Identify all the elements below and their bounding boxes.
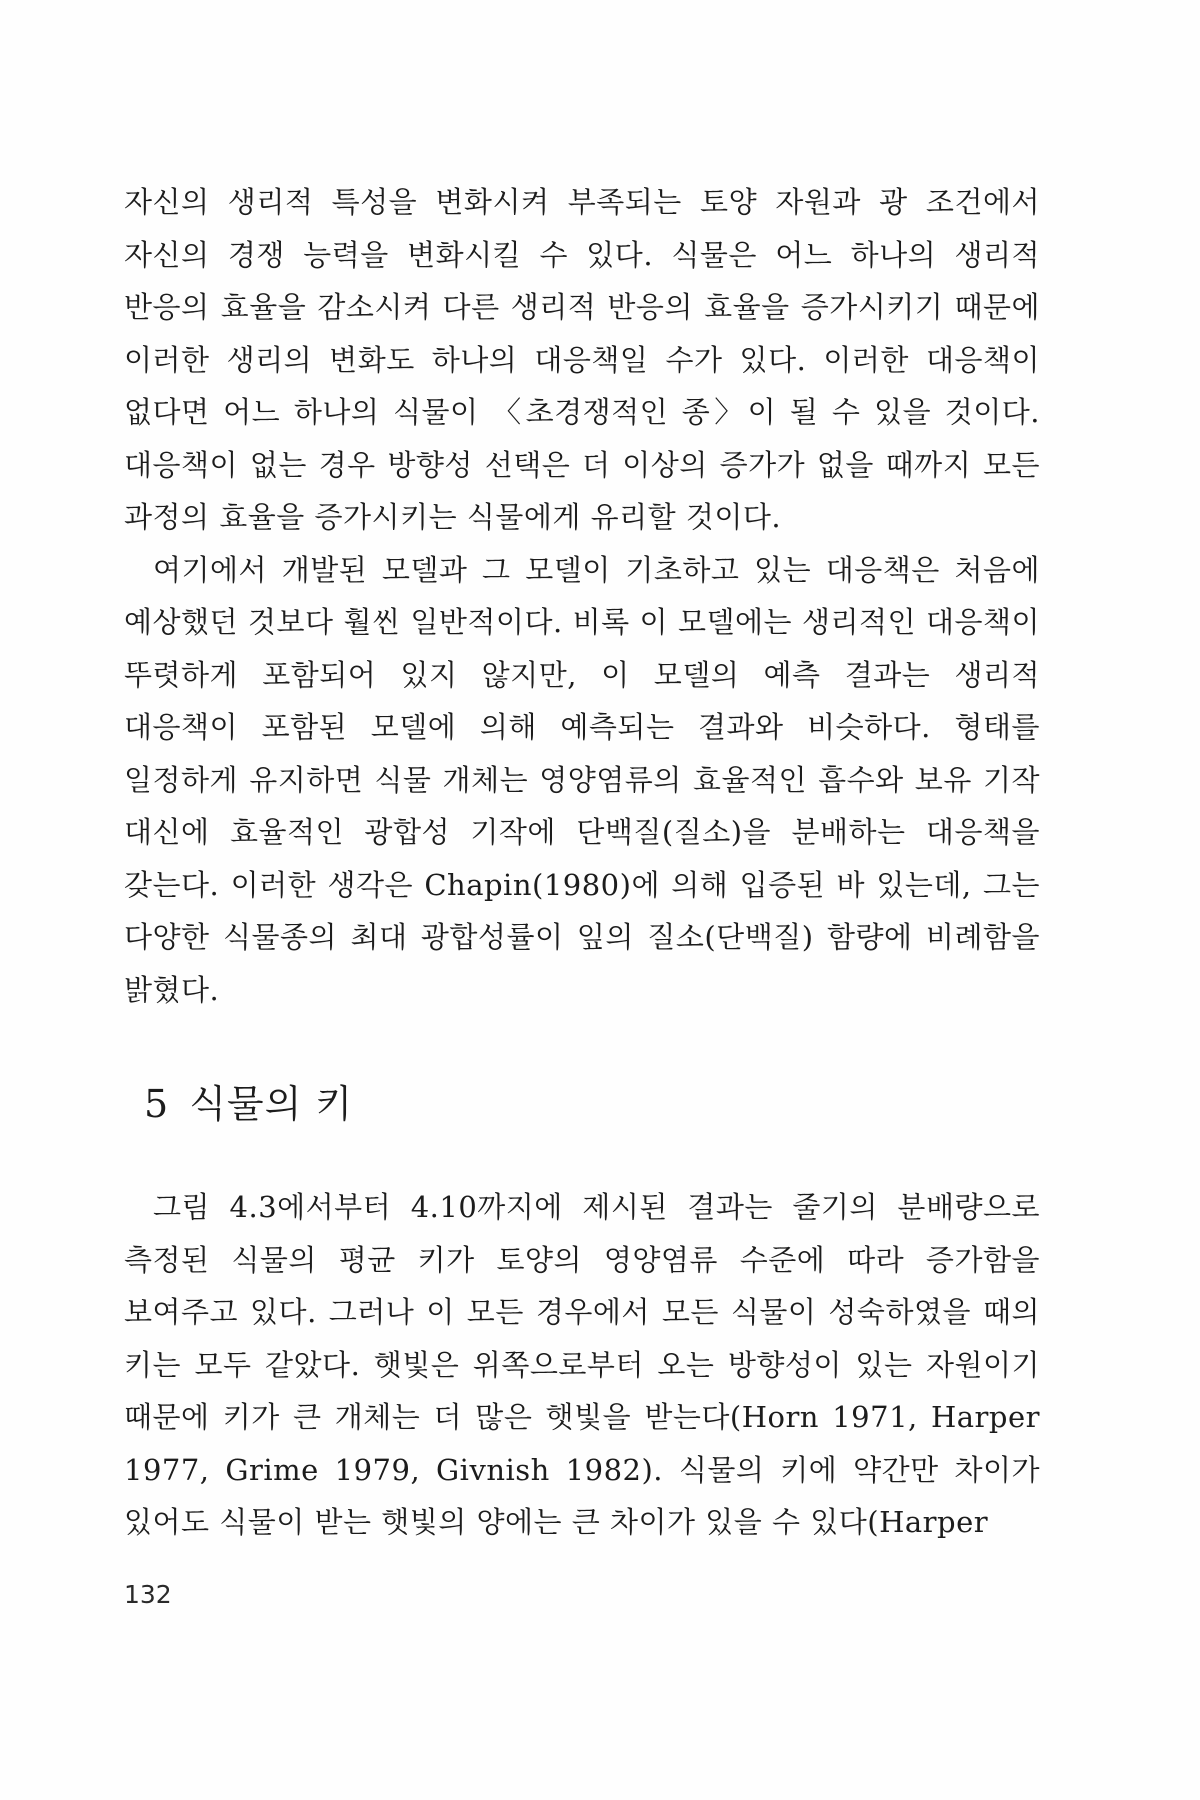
page-number: 132	[124, 1580, 172, 1609]
paragraph-model-tradeoffs: 여기에서 개발된 모델과 그 모델이 기초하고 있는 대응책은 처음에 예상했던 것보다 훨씬 일반적이다. 비록 이 모델에는 생리적인 대응책이 뚜렷하게 포함되어 있지 않지만, 이 모델의 예측 결과는 생리적 대응책이 포함된 모델에 의해 예측되는 결과와 비슷하다. 형태를 일정하게 유지하면 식물 개체는 영양염류의 효율적인 흡수와 보유 기작 대신에 효율적인 광합성 기작에 단백질(질소)을 분배하는 대응책을 갖는다. 이러한 생각은 Chapin(1980)에 의해 입증된 바 있는데, 그는 다양한 식물종의 최대 광합성률이 잎의 질소(단백질) 함량에 비례함을 밝혔다.	[124, 552, 1040, 1007]
paragraph-continued: 자신의 생리적 특성을 변화시켜 부족되는 토양 자원과 광 조건에서 자신의 경쟁 능력을 변화시킬 수 있다. 식물은 어느 하나의 생리적 반응의 효율을 감소시켜 다른 생리적 반응의 효율을 증가시키기 때문에 이러한 생리의 변화도 하나의 대응책일 수가 있다. 이러한 대응책이 없다면 어느 하나의 식물이 〈초경쟁적인 종〉이 될 수 있을 것이다. 대응책이 없는 경우 방향성 선택은 더 이상의 증가가 없을 때까지 모든 과정의 효율을 증가시키는 식물에게 유리할 것이다.	[124, 185, 1040, 534]
section-title: 식물의 키	[189, 1082, 354, 1126]
section-heading	[144, 1076, 353, 1132]
text-block-upper	[124, 176, 1040, 1016]
section-number: 5	[144, 1082, 170, 1126]
text-block-lower	[124, 1181, 1040, 1549]
paragraph-plant-height: 그림 4.3에서부터 4.10까지에 제시된 결과는 줄기의 분배량으로 측정된 식물의 평균 키가 토양의 영양염류 수준에 따라 증가함을 보여주고 있다. 그러나 이 모든 경우에서 모든 식물이 성숙하였을 때의 키는 모두 같았다. 햇빛은 위쪽으로부터 오는 방향성이 있는 자원이기 때문에 키가 큰 개체는 더 많은 햇빛을 받는다(Horn 1971, Harper 1977, Grime 1979, Givnish 1982). 식물의 키에 약간만 차이가 있어도 식물이 받는 햇빛의 양에는 큰 차이가 있을 수 있다(Harper	[124, 1190, 1040, 1539]
